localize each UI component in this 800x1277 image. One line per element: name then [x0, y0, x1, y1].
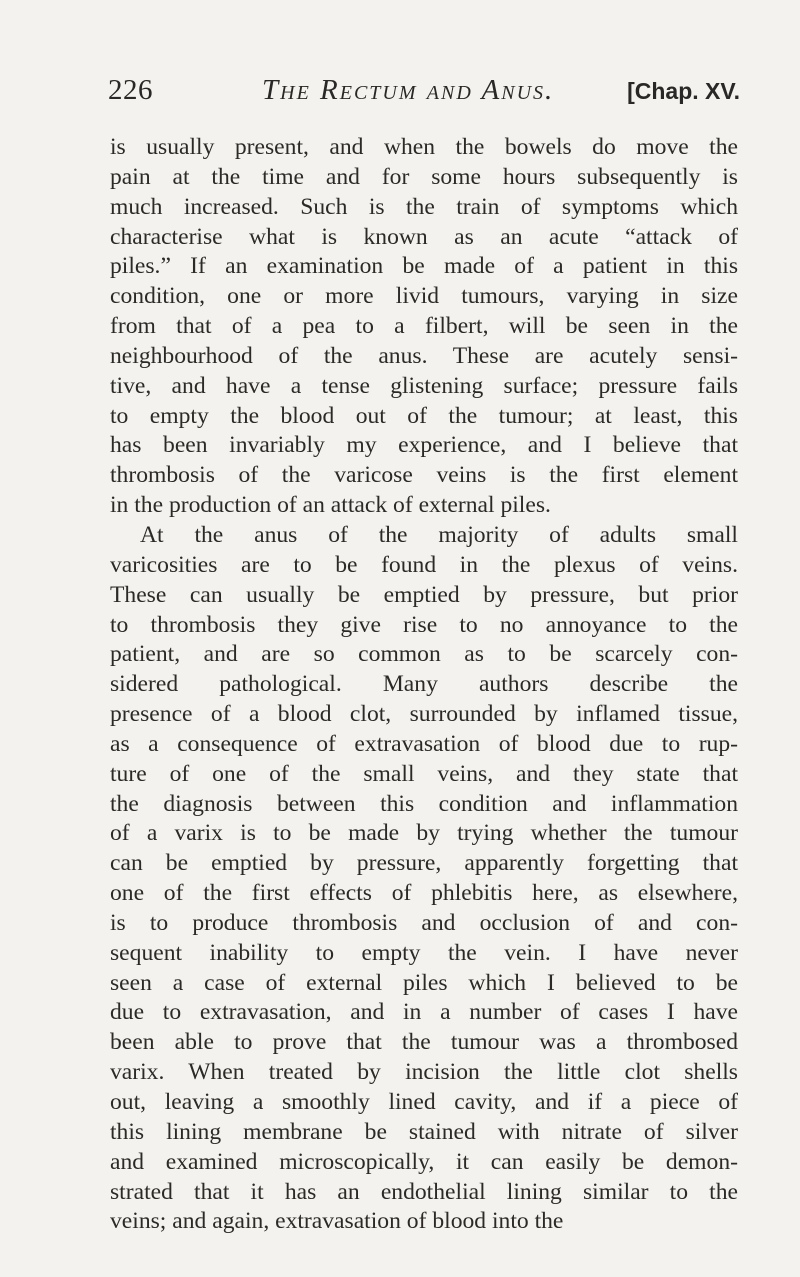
- text-line: pain at the time and for some hours subsequently is: [110, 163, 738, 190]
- text-line: seen a case of external piles which I believed to be: [110, 969, 738, 996]
- text-line: characterise what is known as an acute “attack of: [110, 223, 738, 250]
- text-line: of a varix is to be made by trying whether the tumour: [110, 820, 738, 847]
- text-line: condition, one or more livid tumours, varying in size: [110, 283, 738, 310]
- text-line: sidered pathological. Many authors describe the: [110, 671, 738, 698]
- running-head: [108, 74, 740, 114]
- text-line: can be emptied by pressure, apparently forgetting that: [110, 850, 738, 877]
- text-line: out, leaving a smoothly lined cavity, and if a piece of: [110, 1089, 738, 1115]
- page-number: 226: [108, 74, 153, 106]
- text-line: from that of a pea to a filbert, will be seen in the: [110, 313, 738, 340]
- paragraph-1: [110, 133, 738, 521]
- chapter-reference: [Chap. XV.: [627, 78, 740, 104]
- text-line: At the anus of the majority of adults small: [140, 521, 738, 548]
- text-line: much increased. Such is the train of symptoms which: [110, 193, 738, 220]
- text-line: is to produce thrombosis and occlusion of and con-: [110, 909, 738, 936]
- text-line: neighbourhood of the anus. These are acutely sensi-: [110, 342, 738, 369]
- text-line: this lining membrane be stained with nitrate of silver: [110, 1118, 738, 1145]
- text-line: due to extravasation, and in a number of cases I have: [110, 999, 738, 1026]
- body-text: [110, 133, 738, 1237]
- text-line: veins; and again, extravasation of blood into the: [110, 1208, 564, 1235]
- text-line: the diagnosis between this condition and inflammation: [110, 790, 738, 817]
- text-line: piles.” If an examination be made of a patient in this: [110, 253, 738, 280]
- paragraph-2: [110, 521, 738, 1237]
- text-line: and examined microscopically, it can easily be demon-: [110, 1148, 738, 1175]
- text-line: to thrombosis they give rise to no annoyance to the: [110, 611, 738, 638]
- text-line: to empty the blood out of the tumour; at least, this: [110, 402, 738, 429]
- text-line: sequent inability to empty the vein. I have never: [110, 939, 738, 966]
- text-line: ture of one of the small veins, and they state that: [110, 760, 738, 787]
- text-line: patient, and are so common as to be scarcely con-: [110, 641, 738, 668]
- text-line: been able to prove that the tumour was a thrombosed: [110, 1029, 738, 1056]
- text-line: as a consequence of extravasation of blood due to rup-: [110, 730, 738, 757]
- running-title: The Rectum and Anus.: [262, 74, 555, 106]
- text-line: has been invariably my experience, and I believe that: [110, 432, 738, 459]
- text-line: presence of a blood clot, surrounded by inflamed tissue,: [110, 701, 738, 728]
- text-line: thrombosis of the varicose veins is the first element: [110, 462, 738, 489]
- text-line: one of the first effects of phlebitis here, as elsewhere,: [110, 880, 738, 907]
- text-line: strated that it has an endothelial lining similar to the: [110, 1178, 738, 1205]
- text-line: is usually present, and when the bowels do move the: [110, 134, 738, 160]
- text-line: in the production of an attack of external piles.: [110, 492, 551, 519]
- text-line: These can usually be emptied by pressure, but prior: [110, 581, 738, 608]
- text-line: varicosities are to be found in the plexus of veins.: [110, 551, 738, 578]
- text-line: tive, and have a tense glistening surface; pressure fails: [110, 372, 738, 399]
- text-line: varix. When treated by incision the little clot shells: [110, 1059, 738, 1086]
